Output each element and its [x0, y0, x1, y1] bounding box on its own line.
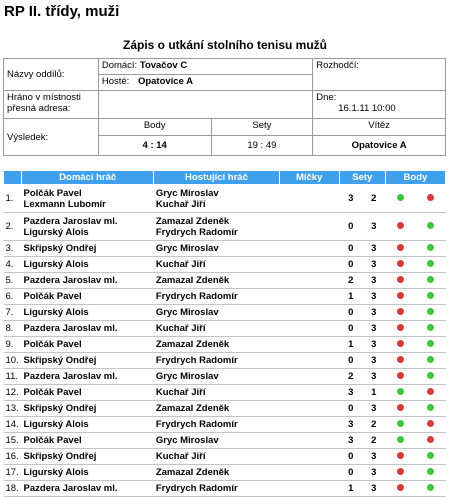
guest-player	[154, 289, 279, 305]
home-player	[22, 213, 154, 241]
home-point	[385, 273, 415, 289]
guest-player-name: Gryc Miroslav	[155, 307, 219, 318]
referee-label: Rozhodčí:	[316, 60, 360, 71]
match-index: 18.	[4, 481, 22, 497]
place-label-line-1: Hráno v místnosti	[7, 92, 81, 103]
guest-point	[415, 213, 445, 241]
match-index: 8.	[4, 321, 22, 337]
guest-point	[415, 465, 445, 481]
loss-dot-icon	[397, 276, 404, 283]
guest-player	[154, 481, 279, 497]
guest-player	[154, 305, 279, 321]
guest-point	[415, 289, 445, 305]
home-point	[385, 417, 415, 433]
header-points: Body	[385, 171, 445, 185]
win-dot-icon	[427, 244, 434, 251]
guest-player-name: Gryc Miroslav	[155, 187, 219, 199]
win-dot-icon	[427, 308, 434, 315]
home-player-name: Polčák Pavel	[23, 387, 82, 398]
match-index: 3.	[4, 241, 22, 257]
home-player-name: Lexmann Lubomír	[23, 198, 106, 210]
home-player	[22, 369, 154, 385]
home-point	[385, 321, 415, 337]
table-row	[4, 305, 446, 321]
home-player-name: Polčák Pavel	[23, 435, 82, 446]
match-index: 6.	[4, 289, 22, 305]
match-index: 15.	[4, 433, 22, 449]
guest-player-name: Frydrych Radomír	[155, 291, 238, 302]
match-index: 13.	[4, 401, 22, 417]
win-dot-icon	[397, 194, 404, 201]
guest-player	[154, 465, 279, 481]
guest-sets: 3	[362, 369, 385, 385]
guest-point	[415, 401, 445, 417]
guest-sets: 2	[362, 433, 385, 449]
home-player	[22, 401, 154, 417]
home-player-name: Pazdera Jaroslav ml.	[23, 483, 118, 494]
home-player-name: Ligurský Alois	[23, 419, 89, 430]
win-dot-icon	[427, 340, 434, 347]
match-index: 9.	[4, 337, 22, 353]
win-dot-icon	[427, 292, 434, 299]
home-player-name: Ligurský Alois	[23, 226, 89, 238]
guest-sets: 3	[362, 257, 385, 273]
place-label-line-2: přesná adresa:	[7, 103, 71, 114]
home-point	[385, 385, 415, 401]
guest-sets: 1	[362, 385, 385, 401]
match-index: 17.	[4, 465, 22, 481]
balls-cell	[279, 353, 339, 369]
guest-player	[154, 449, 279, 465]
table-row	[4, 353, 446, 369]
guest-player-name: Kuchař Jiří	[155, 323, 206, 334]
home-player	[22, 185, 154, 213]
guest-player	[154, 385, 279, 401]
match-index: 11.	[4, 369, 22, 385]
sety-header: Sety	[211, 119, 313, 136]
guest-sets: 3	[362, 449, 385, 465]
home-point	[385, 257, 415, 273]
winner-header: Vítěz	[313, 119, 446, 136]
home-player-name: Pazdera Jaroslav ml.	[23, 215, 118, 227]
date-value: 16.1.11 10:00	[338, 103, 396, 114]
home-player	[22, 481, 154, 497]
guest-player-name: Kuchař Jiří	[155, 198, 206, 210]
guest-player-name: Zamazal Zdeněk	[155, 339, 230, 350]
home-player-name: Pazdera Jaroslav ml.	[23, 371, 118, 382]
home-sets: 1	[339, 481, 362, 497]
home-sets: 0	[339, 353, 362, 369]
home-player-name: Ligurský Alois	[23, 307, 89, 318]
guest-point	[415, 385, 445, 401]
guest-point	[415, 337, 445, 353]
guest-point	[415, 433, 445, 449]
guest-sets: 3	[362, 213, 385, 241]
home-player-name: Skřipský Ondřej	[23, 355, 97, 366]
home-point	[385, 433, 415, 449]
match-info-table	[3, 58, 446, 156]
loss-dot-icon	[397, 308, 404, 315]
balls-cell	[279, 241, 339, 257]
match-index: 1.	[4, 185, 22, 213]
balls-cell	[279, 385, 339, 401]
loss-dot-icon	[397, 260, 404, 267]
table-row	[4, 185, 446, 213]
table-row	[4, 449, 446, 465]
balls-cell	[279, 369, 339, 385]
guest-player-name: Kuchař Jiří	[155, 387, 206, 398]
balls-cell	[279, 273, 339, 289]
guest-player-name: Zamazal Zdeněk	[155, 215, 230, 227]
home-player	[22, 353, 154, 369]
guest-point	[415, 449, 445, 465]
balls-cell	[279, 213, 339, 241]
home-point	[385, 305, 415, 321]
header-balls: Míčky	[279, 171, 339, 185]
home-player-name: Ligurský Alois	[23, 467, 89, 478]
home-sets: 1	[339, 289, 362, 305]
home-sets: 0	[339, 449, 362, 465]
loss-dot-icon	[397, 404, 404, 411]
home-player	[22, 305, 154, 321]
guest-sets: 3	[362, 465, 385, 481]
balls-cell	[279, 257, 339, 273]
match-index: 14.	[4, 417, 22, 433]
header-home-player: Domácí hráč	[22, 171, 154, 185]
home-sets: 3	[339, 385, 362, 401]
date-label: Dne:	[316, 92, 337, 103]
balls-cell	[279, 449, 339, 465]
report-subtitle: Zápis o utkání stolního tenisu mužů	[122, 38, 327, 52]
guest-point	[415, 257, 445, 273]
match-index: 5.	[4, 273, 22, 289]
win-dot-icon	[427, 468, 434, 475]
guest-point	[415, 321, 445, 337]
guest-player	[154, 213, 279, 241]
home-point	[385, 241, 415, 257]
home-sets: 0	[339, 305, 362, 321]
guest-sets: 2	[362, 185, 385, 213]
table-row	[4, 385, 446, 401]
home-point	[385, 465, 415, 481]
home-sets: 3	[339, 185, 362, 213]
guest-sets: 3	[362, 289, 385, 305]
home-sets: 2	[339, 369, 362, 385]
win-dot-icon	[427, 452, 434, 459]
win-dot-icon	[427, 324, 434, 331]
loss-dot-icon	[397, 292, 404, 299]
guest-sets: 3	[362, 273, 385, 289]
win-dot-icon	[397, 388, 404, 395]
home-player	[22, 433, 154, 449]
table-row	[4, 273, 446, 289]
guest-player	[154, 337, 279, 353]
home-player-name: Skřipský Ondřej	[23, 451, 97, 462]
home-player-name: Pazdera Jaroslav ml.	[23, 275, 118, 286]
header-index	[4, 171, 22, 185]
teams-label: Názvy oddílů:	[4, 59, 99, 91]
guest-sets: 3	[362, 337, 385, 353]
home-player-name: Polčák Pavel	[23, 291, 82, 302]
balls-cell	[279, 305, 339, 321]
guest-point	[415, 369, 445, 385]
guest-player-name: Kuchař Jiří	[155, 259, 206, 270]
match-index: 12.	[4, 385, 22, 401]
guest-player	[154, 433, 279, 449]
match-index: 4.	[4, 257, 22, 273]
home-sets: 1	[339, 337, 362, 353]
home-sets: 0	[339, 401, 362, 417]
guest-point	[415, 417, 445, 433]
page-title: RP II. třídy, muži	[4, 3, 120, 20]
match-index: 10.	[4, 353, 22, 369]
win-dot-icon	[397, 420, 404, 427]
balls-cell	[279, 185, 339, 213]
table-row	[4, 257, 446, 273]
table-row	[4, 417, 446, 433]
guest-label: Hosté:	[101, 76, 130, 87]
loss-dot-icon	[397, 340, 404, 347]
loss-dot-icon	[397, 222, 404, 229]
matches-table	[3, 170, 446, 497]
body-value: 4 : 14	[98, 136, 211, 156]
loss-dot-icon	[427, 420, 434, 427]
guest-player-name: Frydrych Radomír	[155, 419, 238, 430]
loss-dot-icon	[427, 194, 434, 201]
home-sets: 0	[339, 257, 362, 273]
guest-point	[415, 305, 445, 321]
loss-dot-icon	[427, 436, 434, 443]
win-dot-icon	[427, 260, 434, 267]
balls-cell	[279, 337, 339, 353]
home-sets: 3	[339, 433, 362, 449]
balls-cell	[279, 433, 339, 449]
header-guest-player: Hostující hráč	[154, 171, 279, 185]
guest-player	[154, 369, 279, 385]
guest-player	[154, 353, 279, 369]
loss-dot-icon	[397, 324, 404, 331]
table-row	[4, 337, 446, 353]
home-player	[22, 289, 154, 305]
win-dot-icon	[427, 356, 434, 363]
home-sets: 0	[339, 321, 362, 337]
match-index: 16.	[4, 449, 22, 465]
guest-point	[415, 481, 445, 497]
guest-player-name: Frydrych Radomír	[155, 355, 238, 366]
table-row	[4, 481, 446, 497]
header-sets: Sety	[339, 171, 385, 185]
home-player-name: Pazdera Jaroslav ml.	[23, 323, 118, 334]
guest-sets: 3	[362, 305, 385, 321]
balls-cell	[279, 401, 339, 417]
guest-sets: 3	[362, 241, 385, 257]
guest-player-name: Frydrych Radomír	[155, 226, 238, 238]
home-point	[385, 337, 415, 353]
home-player	[22, 385, 154, 401]
date-cell	[313, 91, 446, 119]
home-player-name: Polčák Pavel	[23, 187, 82, 199]
table-row	[4, 433, 446, 449]
match-index: 2.	[4, 213, 22, 241]
loss-dot-icon	[397, 468, 404, 475]
balls-cell	[279, 417, 339, 433]
balls-cell	[279, 465, 339, 481]
home-player	[22, 257, 154, 273]
result-label: Výsledek:	[4, 119, 99, 156]
referee-cell	[313, 59, 446, 91]
guest-player-name: Gryc Miroslav	[155, 243, 219, 254]
home-player-name: Skřipský Ondřej	[23, 403, 97, 414]
home-sets: 0	[339, 465, 362, 481]
guest-player	[154, 321, 279, 337]
home-player-name: Polčák Pavel	[23, 339, 82, 350]
guest-player	[154, 185, 279, 213]
body-header: Body	[98, 119, 211, 136]
winner-value: Opatovice A	[313, 136, 446, 156]
guest-sets: 3	[362, 401, 385, 417]
loss-dot-icon	[397, 452, 404, 459]
home-point	[385, 185, 415, 213]
home-player	[22, 449, 154, 465]
guest-player	[154, 257, 279, 273]
win-dot-icon	[427, 484, 434, 491]
teams-cell	[98, 59, 312, 91]
guest-player-name: Zamazal Zdeněk	[155, 275, 230, 286]
home-point	[385, 481, 415, 497]
guest-point	[415, 241, 445, 257]
guest-point	[415, 185, 445, 213]
guest-team-name: Opatovice A	[137, 76, 194, 87]
place-label	[4, 91, 99, 119]
home-sets: 3	[339, 417, 362, 433]
guest-player-name: Zamazal Zdeněk	[155, 403, 230, 414]
table-row	[4, 321, 446, 337]
win-dot-icon	[427, 404, 434, 411]
guest-player-name: Gryc Miroslav	[155, 435, 219, 446]
guest-sets: 3	[362, 353, 385, 369]
home-sets: 0	[339, 213, 362, 241]
guest-player	[154, 273, 279, 289]
home-point	[385, 449, 415, 465]
home-point	[385, 213, 415, 241]
loss-dot-icon	[427, 388, 434, 395]
table-row	[4, 289, 446, 305]
home-player-name: Skřipský Ondřej	[23, 243, 97, 254]
guest-point	[415, 273, 445, 289]
guest-player-name: Gryc Miroslav	[155, 371, 219, 382]
home-player-name: Ligurský Alois	[23, 259, 89, 270]
table-row	[4, 369, 446, 385]
guest-point	[415, 353, 445, 369]
home-team-name: Tovačov C	[139, 60, 188, 71]
home-label: Domácí:	[101, 60, 138, 71]
balls-cell	[279, 481, 339, 497]
sety-value: 19 : 49	[211, 136, 313, 156]
guest-player	[154, 401, 279, 417]
balls-cell	[279, 289, 339, 305]
guest-player-name: Frydrych Radomír	[155, 483, 238, 494]
win-dot-icon	[427, 222, 434, 229]
guest-sets: 2	[362, 417, 385, 433]
table-row	[4, 465, 446, 481]
guest-player-name: Kuchař Jiří	[155, 451, 206, 462]
match-index: 7.	[4, 305, 22, 321]
place-value	[98, 91, 312, 119]
home-player	[22, 321, 154, 337]
loss-dot-icon	[397, 356, 404, 363]
home-player	[22, 417, 154, 433]
table-row	[4, 401, 446, 417]
home-point	[385, 401, 415, 417]
guest-sets: 3	[362, 481, 385, 497]
loss-dot-icon	[397, 372, 404, 379]
loss-dot-icon	[397, 484, 404, 491]
guest-player	[154, 241, 279, 257]
balls-cell	[279, 321, 339, 337]
home-player	[22, 273, 154, 289]
guest-player-name: Zamazal Zdeněk	[155, 467, 230, 478]
home-player	[22, 465, 154, 481]
win-dot-icon	[397, 436, 404, 443]
home-point	[385, 369, 415, 385]
table-row	[4, 213, 446, 241]
guest-player	[154, 417, 279, 433]
table-row	[4, 241, 446, 257]
home-sets: 2	[339, 273, 362, 289]
home-player	[22, 337, 154, 353]
loss-dot-icon	[397, 244, 404, 251]
home-sets: 0	[339, 241, 362, 257]
win-dot-icon	[427, 372, 434, 379]
home-point	[385, 289, 415, 305]
win-dot-icon	[427, 276, 434, 283]
guest-sets: 3	[362, 321, 385, 337]
home-player	[22, 241, 154, 257]
home-point	[385, 353, 415, 369]
